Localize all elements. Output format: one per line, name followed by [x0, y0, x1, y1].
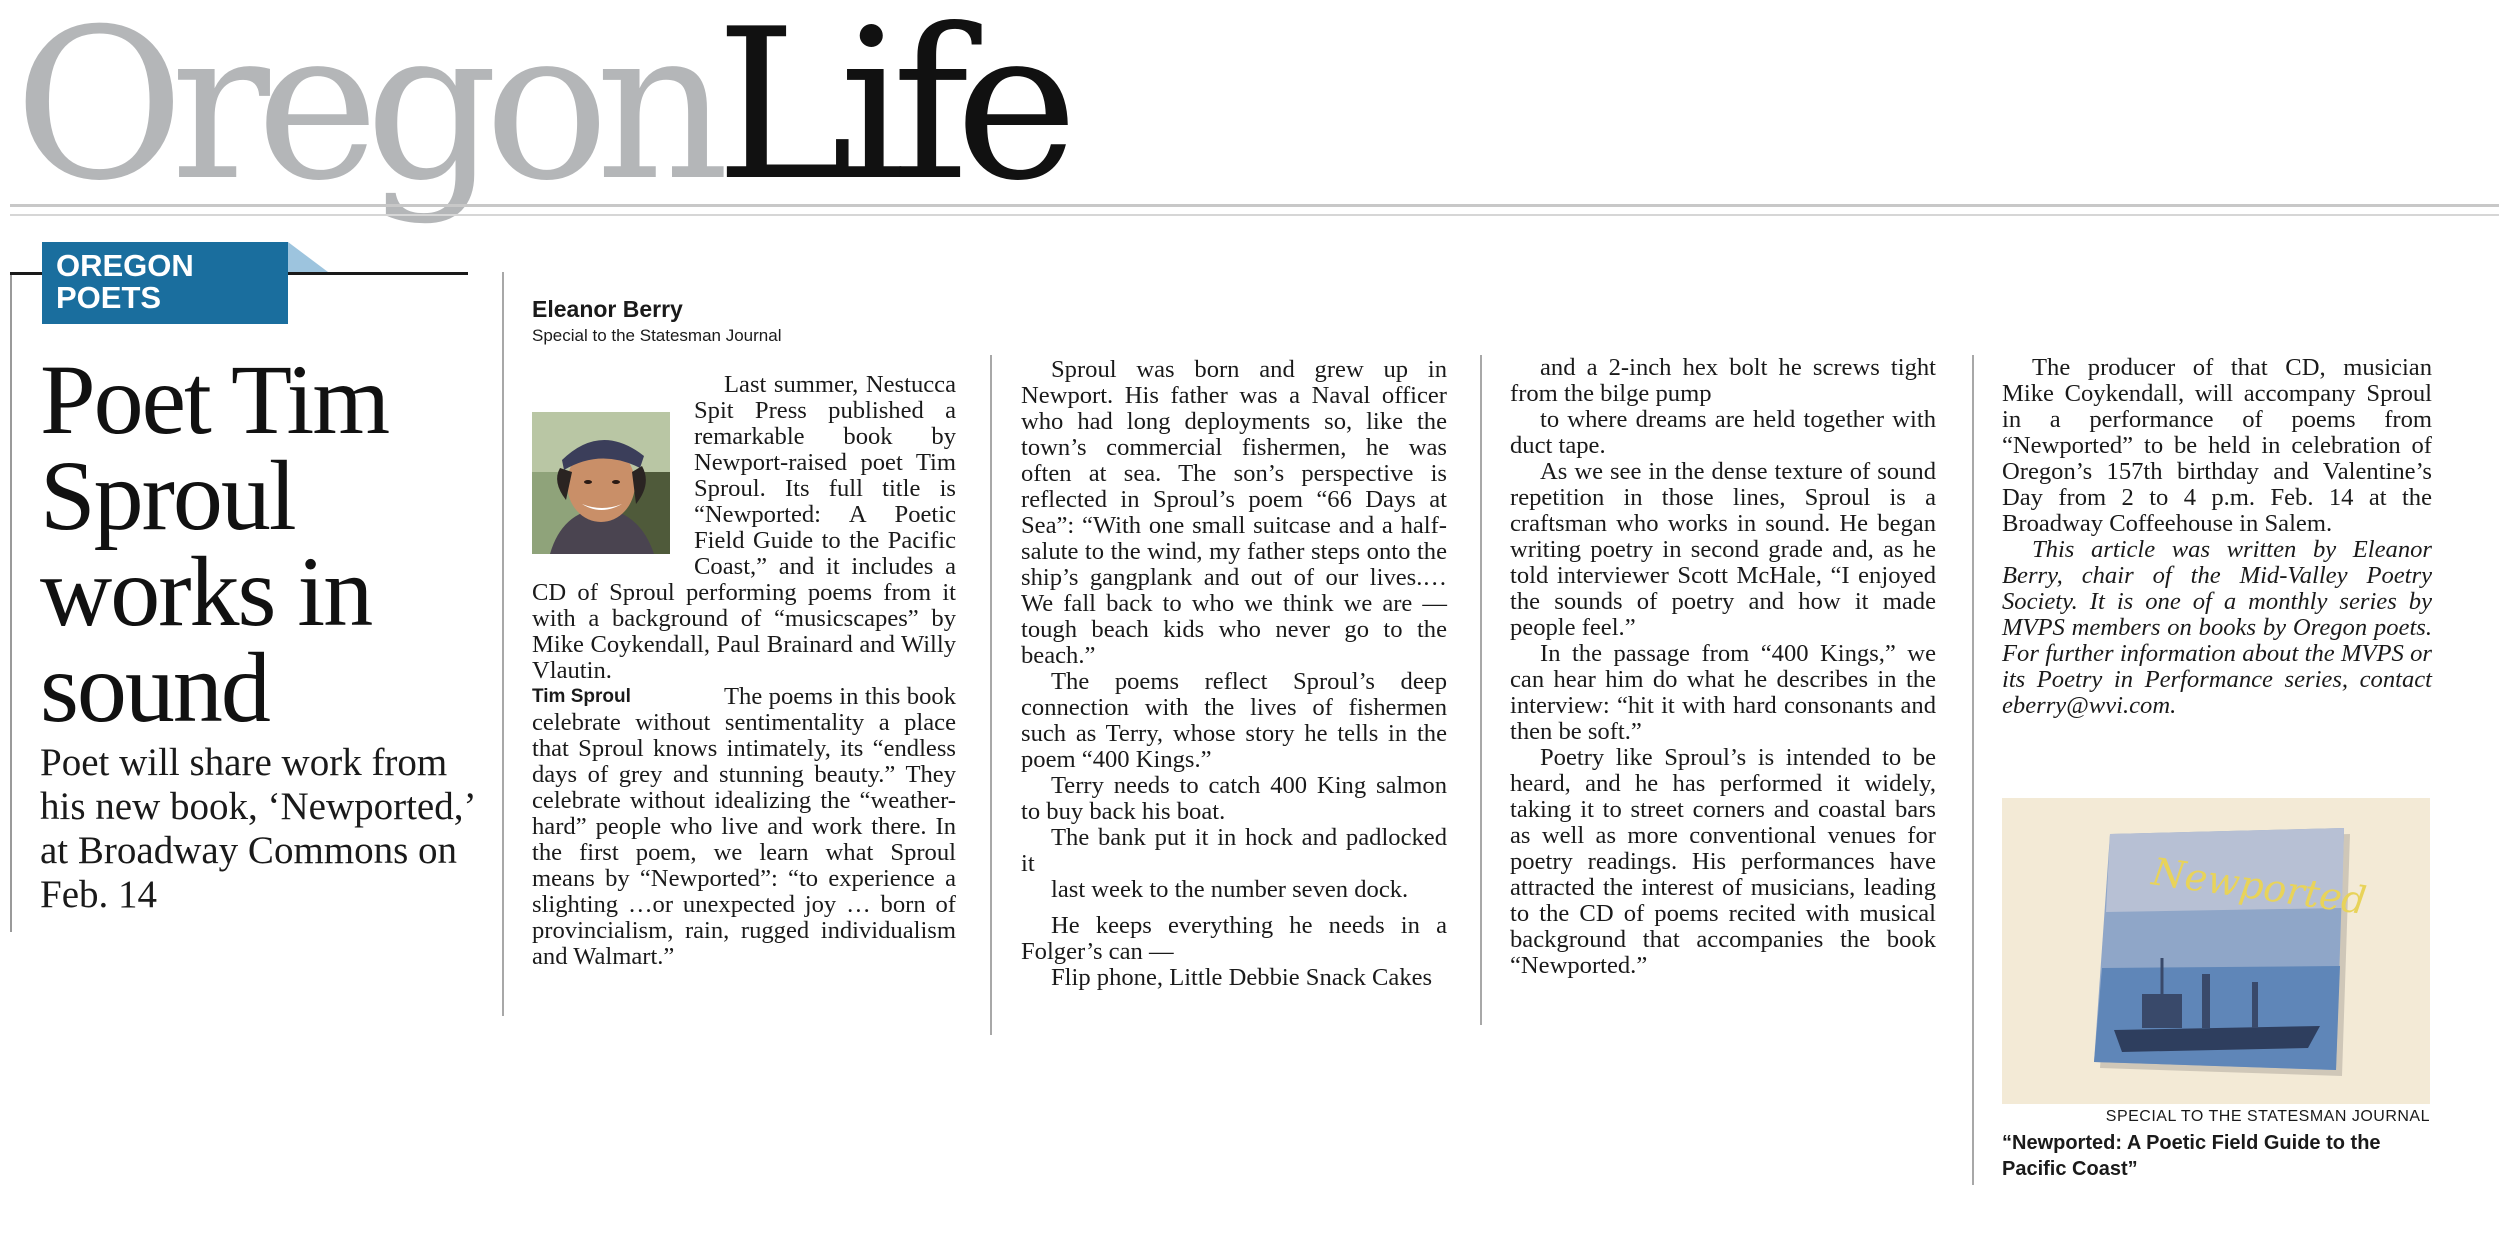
- masthead: [14, 0, 1065, 227]
- poem-line: He keeps everything he needs in a Folger’s can —: [1021, 912, 1447, 965]
- paragraph: The poems reflect Sproul’s deep connection with the lives of fishermen such as Terry, whose story he tells in the poem “400 Kings.”: [1021, 668, 1447, 773]
- paragraph: Poetry like Sproul’s is intended to be heard, and he has performed it widely, taking it to street corners and coastal bars as well as more conventional venues for poetry readings. His performances have attracted the interest of musicians, leading to the CD of poems recited with musical background that accompanies the book “Newported.”: [1510, 744, 1936, 979]
- section-badge: [42, 242, 288, 324]
- paragraph: The producer of that CD, musician Mike Coykendall, will accompany Sproul in a performance of poems from “Newported” to be held in celebration of Oregon’s 157th birthday and Valentine’s Day from 2 to 4 p.m. Feb. 14 at the Broadway Coffeehouse in Salem.: [2002, 354, 2432, 537]
- section-badge-line1: OREGON: [56, 248, 194, 283]
- paragraph: Last summer, Nestucca Spit Press published a remarkable book by Newport-raised poet Tim Sproul. Its full title is “Newported: A Poetic Field Guide to the Pacific Coast,” and it includes a CD of Sproul performing poems from it with a background of “musicscapes” by Mike Coykendall, Paul Brainard and Willy Vlautin.: [532, 371, 956, 684]
- column-rule: [1972, 355, 1974, 1185]
- author-photo: [532, 412, 670, 554]
- article-column-2: [1021, 357, 1447, 991]
- book-cover-image: [2002, 798, 2430, 1104]
- photo-caption: Tim Sproul: [532, 686, 631, 707]
- poem-line: Flip phone, Little Debbie Snack Cakes: [1051, 964, 1433, 991]
- deck: Poet will share work from his new book, ‘Newported,’ at Broadway Commons on Feb. 14: [40, 741, 474, 916]
- poem-line: and a 2-inch hex bolt he screws tight from the bilge pump: [1510, 354, 1936, 407]
- poem-line: The bank put it in hock and padlocked it: [1021, 824, 1447, 877]
- sidebar-border: [10, 272, 12, 932]
- masthead-life: Life: [715, 0, 1065, 227]
- article-column-1: [532, 372, 956, 970]
- masthead-rule-thin: [10, 214, 2499, 216]
- paragraph: As we see in the dense texture of sound repetition in those lines, Sproul is a craftsman who works in sound. He began writing poetry in second grade and, as he told interviewer Scott McHale, “I enjoyed the sounds of poetry and how it made people feel.”: [1510, 458, 1936, 641]
- paragraph: The poems in this book celebrate without sentimentality a place that Sproul knows intimately, its “endless days of grey and stunning beauty.” They celebrate without idealizing the “weather-hard” people who live and work there. In the first poem, we learn what Sproul means by “Newported”: “to experience a slighting …or unexpected joy … born of provincialism, rain, rugged individualism and Walmart.”: [532, 683, 956, 970]
- paragraph: In the passage from “400 Kings,” we can hear him do what he describes in the interview: “hit it with hard consonants and then be soft.”: [1510, 640, 1936, 745]
- poem-line: last week to the number seven dock.: [1051, 876, 1409, 903]
- author-note: This article was written by Eleanor Berry, chair of the Mid-Valley Poetry Society. It is one of a monthly series by MVPS members on books by Oregon poets. For further information about the MVPS or its Poetry in Performance series, contact eberry@wvi.com.: [2002, 536, 2432, 719]
- byline-name: Eleanor Berry: [532, 296, 683, 322]
- article-column-3: [1510, 355, 1936, 979]
- masthead-rule: [10, 204, 2499, 207]
- photo-credit: SPECIAL TO THE STATESMAN JOURNAL: [2105, 1108, 2430, 1125]
- column-rule: [990, 355, 992, 1035]
- poem-line: Terry needs to catch 400 King salmon to buy back his boat.: [1021, 772, 1447, 825]
- section-badge-tab: [288, 242, 328, 272]
- section-badge-line2: POETS: [56, 280, 162, 315]
- byline-affiliation: Special to the Statesman Journal: [532, 326, 782, 345]
- book-cover-title: Newported: [2149, 849, 2369, 924]
- column-rule: [502, 272, 504, 1016]
- article-column-4: [2002, 355, 2432, 719]
- masthead-oregon: Oregon: [14, 0, 716, 227]
- headline: Poet Tim Sproul works in sound: [40, 344, 389, 743]
- paragraph: Sproul was born and grew up in Newport. His father was a Naval officer who had long deployments so, like the town’s commercial fishermen, he was often at sea. The son’s perspective is reflected in Sproul’s poem “66 Days at Sea”: “With one small suitcase and a half-salute to the wind, my father steps onto the ship’s gangplank and out of our lives.… We fall back to who we think we are — tough beach kids who never go to the beach.”: [1021, 356, 1447, 669]
- image-caption: “Newported: A Poetic Field Guide to the Pacific Coast”: [2002, 1132, 2381, 1180]
- column-rule: [1480, 355, 1482, 1025]
- poem-line: to where dreams are held together with duct tape.: [1510, 406, 1936, 459]
